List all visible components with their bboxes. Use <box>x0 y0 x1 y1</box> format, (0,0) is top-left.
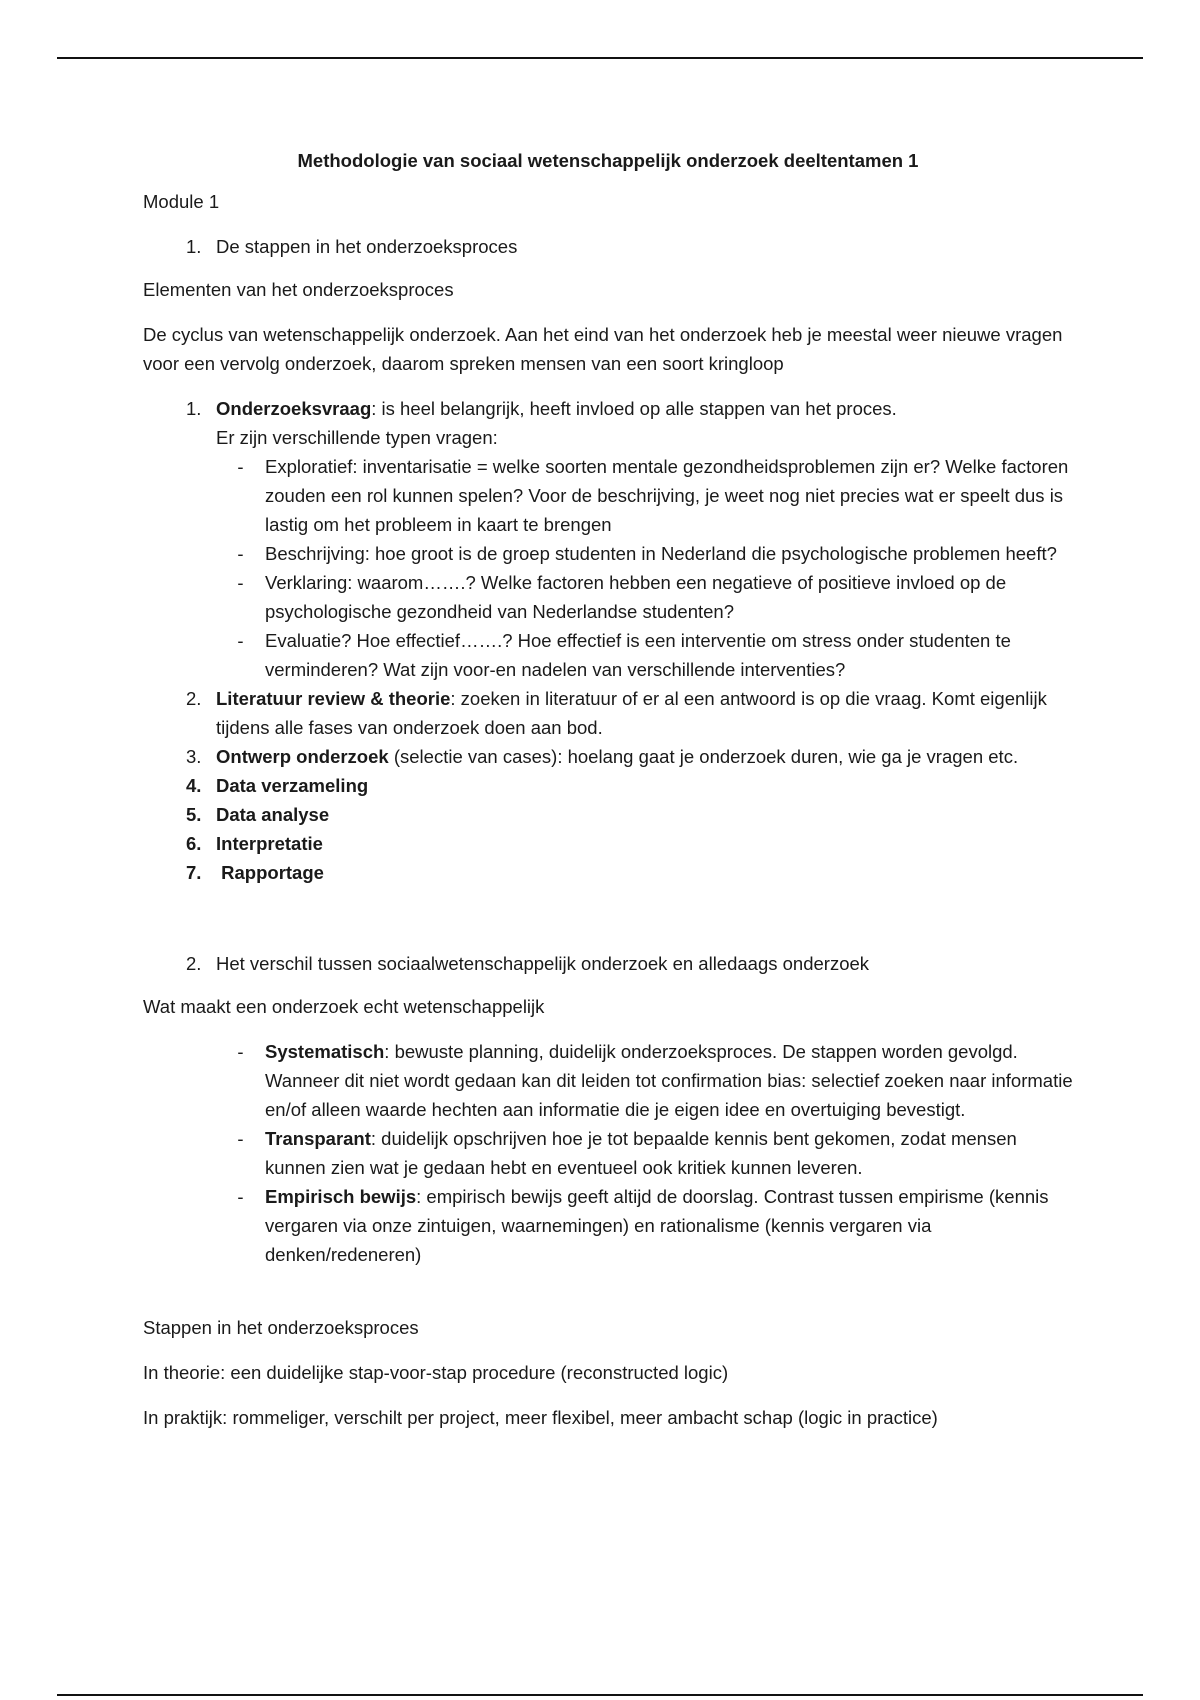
criterion-text: : empirisch bewijs geeft altijd de doorslag. Contrast tussen empirisme (kennis vergaren via onze zintuigen, waarnemingen) en rationalisme (kennis vergaren via denken/redeneren) <box>265 1186 1049 1265</box>
list-number: 3. <box>186 746 202 767</box>
list-item <box>143 858 1073 887</box>
list-item <box>143 1124 1073 1182</box>
step-term: Rapportage <box>216 862 324 883</box>
criterion-term: Transparant <box>265 1128 371 1149</box>
bullet-text: Evaluatie? Hoe effectief…….? Hoe effectief is een interventie om stress onder studenten te verminderen? Wat zijn voor-en nadelen van verschillende interventies? <box>265 630 1011 680</box>
step-text: (selectie van cases): hoelang gaat je onderzoek duren, wie ga je vragen etc. <box>388 746 1019 767</box>
bullet-text: Exploratief: inventarisatie = welke soorten mentale gezondheidsproblemen zijn er? Welke factoren zouden een rol kunnen spelen? Voor de beschrijving, je weet nog niet precies wat er speelt dus is lastig om het probleem in kaart te brengen <box>265 456 1069 535</box>
step-text: : zoeken in literatuur of er al een antwoord is op die vraag. Komt eigenlijk tijdens alle fases van onderzoek doen aan bod. <box>216 688 1047 738</box>
footer-rule <box>57 1694 1143 1696</box>
paragraph: De cyclus van wetenschappelijk onderzoek. Aan het eind van het onderzoek heb je meestal weer nieuwe vragen voor een vervolg onderzoek, daarom spreken mensen van een soort kringloop <box>143 324 1063 374</box>
section-heading-text: Het verschil tussen sociaalwetenschappelijk onderzoek en alledaags onderzoek <box>216 953 870 974</box>
list-number: 2. <box>186 953 202 974</box>
document-page <box>143 140 1073 1448</box>
list-item <box>143 771 1073 800</box>
list-item <box>143 626 1073 684</box>
step-term: Data verzameling <box>216 775 369 796</box>
bullet-text: Beschrijving: hoe groot is de groep studenten in Nederland die psychologische problemen heeft? <box>265 543 1057 564</box>
list-item <box>143 394 1073 452</box>
criterion-term: Empirisch bewijs <box>265 1186 417 1207</box>
step-term: Onderzoeksvraag <box>216 398 372 419</box>
list-number: 7. <box>186 862 202 883</box>
step-term: Literatuur review & theorie <box>216 688 451 709</box>
criterion-text: : bewuste planning, duidelijk onderzoeksproces. De stappen worden gevolgd. Wanneer dit niet wordt gedaan kan dit leiden tot confirmation bias: selectief zoeken naar informatie en/of alleen waarde hechten aan informatie die je eigen idee en overtuiging bevestigt. <box>265 1041 1073 1120</box>
steps-list <box>143 394 1073 887</box>
bullet-dash: - <box>237 1128 244 1149</box>
paragraph: In praktijk: rommeliger, verschilt per project, meer flexibel, meer ambacht schap (logic in practice) <box>143 1407 938 1428</box>
list-item <box>143 452 1073 539</box>
bullet-dash: - <box>237 456 244 477</box>
list-number: 1. <box>186 398 202 419</box>
list-item <box>143 829 1073 858</box>
list-item <box>143 742 1073 771</box>
list-item <box>143 1037 1073 1124</box>
step-term: Interpretatie <box>216 833 323 854</box>
criterion-term: Systematisch <box>265 1041 385 1062</box>
spacer <box>143 1283 1073 1313</box>
list-number: 5. <box>186 804 202 825</box>
bullet-dash: - <box>237 1041 244 1062</box>
list-item <box>143 800 1073 829</box>
list-number: 4. <box>186 775 202 796</box>
paragraph: Stappen in het onderzoeksproces <box>143 1317 419 1338</box>
paragraph: Wat maakt een onderzoek echt wetenschappelijk <box>143 996 545 1017</box>
criteria-list <box>143 1037 1073 1269</box>
step-term: Ontwerp onderzoek <box>216 746 389 767</box>
list-item <box>143 568 1073 626</box>
list-item <box>143 1182 1073 1269</box>
bullet-dash: - <box>237 630 244 651</box>
bullet-dash: - <box>237 1186 244 1207</box>
paragraph: In theorie: een duidelijke stap-voor-stap procedure (reconstructed logic) <box>143 1362 729 1383</box>
step-text: : is heel belangrijk, heeft invloed op alle stappen van het proces. <box>371 398 897 419</box>
module-label: Module 1 <box>143 191 220 212</box>
step-text: Er zijn verschillende typen vragen: <box>216 427 498 448</box>
bullet-dash: - <box>237 543 244 564</box>
list-number: 2. <box>186 688 202 709</box>
document-title: Methodologie van sociaal wetenschappelijk onderzoek deeltentamen 1 <box>297 150 919 171</box>
header-rule <box>57 57 1143 59</box>
section-heading-text: De stappen in het onderzoeksproces <box>216 236 518 257</box>
bullet-dash: - <box>237 572 244 593</box>
list-number: 6. <box>186 833 202 854</box>
step-term: Data analyse <box>216 804 330 825</box>
list-number: 1. <box>186 236 202 257</box>
section-1-heading <box>143 232 1073 261</box>
criterion-text: : duidelijk opschrijven hoe je tot bepaalde kennis bent gekomen, zodat mensen kunnen zien wat je gedaan hebt en eventueel ook kritiek kunnen leveren. <box>265 1128 1017 1178</box>
section-2-heading <box>143 949 1073 978</box>
list-item <box>143 539 1073 568</box>
spacer <box>143 901 1073 949</box>
paragraph: Elementen van het onderzoeksproces <box>143 279 454 300</box>
bullet-text: Verklaring: waarom…….? Welke factoren hebben een negatieve of positieve invloed op de psychologische gezondheid van Nederlandse studenten? <box>265 572 1007 622</box>
list-item <box>143 684 1073 742</box>
